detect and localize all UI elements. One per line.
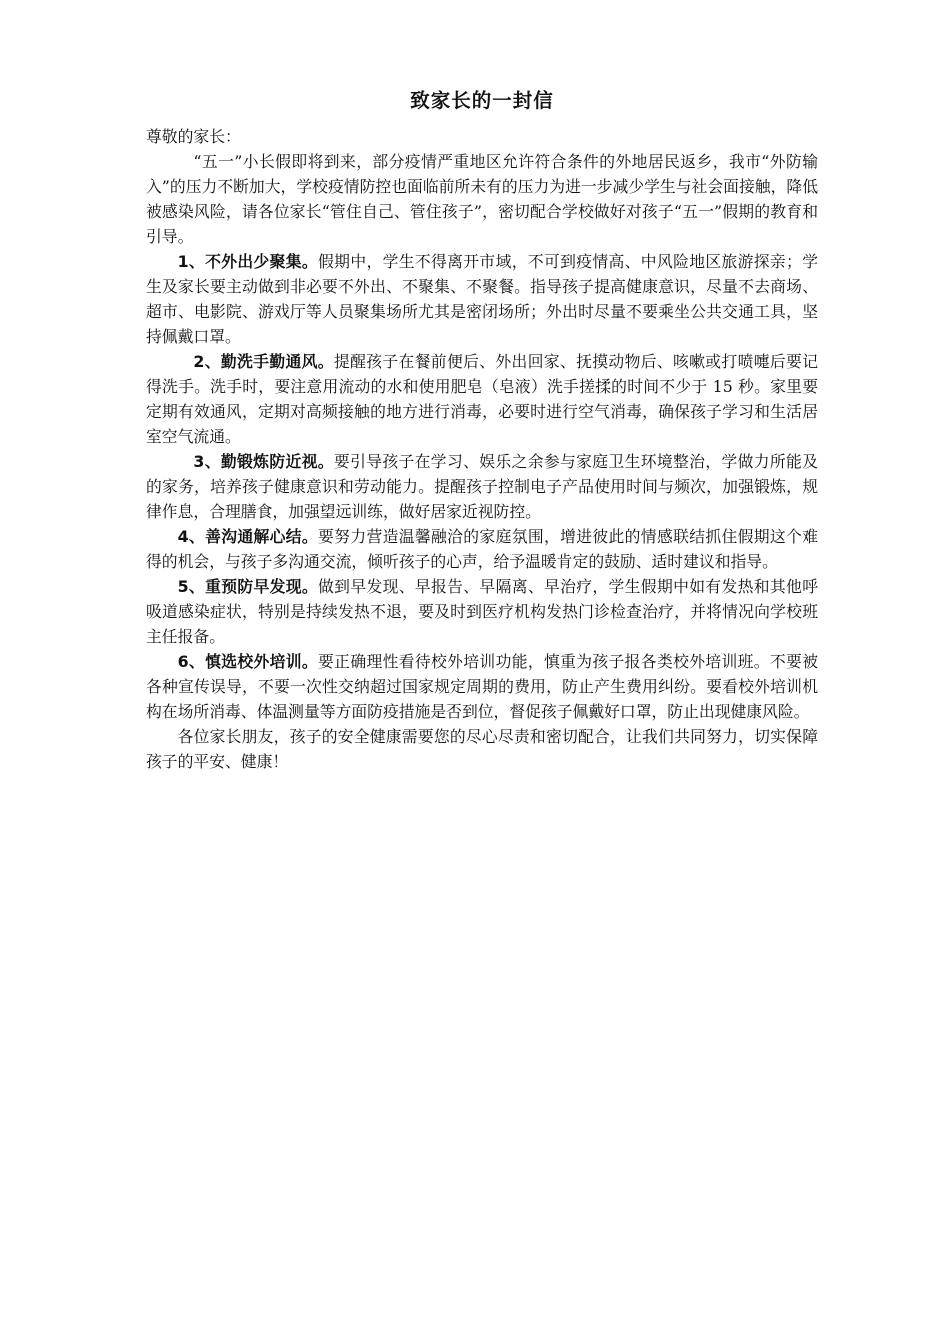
item-body: 提醒孩子在餐前便后、外出回家、抚摸动物后、咳嗽或打喷嚏后要记得洗手。洗手时，要注意用流动的水和使用肥皂（皂液）洗手搓揉的时间不少于 15 秒。家里要定期有效通风，定期对高频接触的地方进行消毒，必要时进行空气消毒，确保孩子学习和生活居室空气流通。 xyxy=(146,352,818,446)
item-body: 要正确理性看待校外培训功能，慎重为孩子报各类校外培训班。不要被各种宣传误导，不要一次性交纳超过国家规定周期的费用，防止产生费用纠纷。要看校外培训机构在场所消毒、体温测量等方面防疫措施是否到位，督促孩子佩戴好口罩，防止出现健康风险。 xyxy=(146,652,818,721)
item-heading: 1、不外出少聚集。 xyxy=(177,252,319,271)
letter-page xyxy=(146,86,818,774)
item-heading: 3、勤锻炼防近视。 xyxy=(193,452,334,471)
item-paragraph-5 xyxy=(146,574,818,649)
item-body: 要引导孩子在学习、娱乐之余参与家庭卫生环境整治，学做力所能及的家务，培养孩子健康意识和劳动能力。提醒孩子控制电子产品使用时间与频次，加强锻炼，规律作息，合理膳食，加强望远训练，做好居家近视防控。 xyxy=(146,452,818,521)
item-heading: 4、善沟通解心结。 xyxy=(177,527,319,546)
item-body: 要努力营造温馨融洽的家庭氛围，增进彼此的情感联结抓住假期这个难得的机会，与孩子多沟通交流，倾听孩子的心声，给予温暖肯定的鼓励、适时建议和指导。 xyxy=(146,527,818,571)
page-title: 致家长的一封信 xyxy=(410,89,554,112)
item-heading: 2、勤洗手勤通风。 xyxy=(193,352,334,371)
item-body: 做到早发现、早报告、早隔离、早治疗，学生假期中如有发热和其他呼吸道感染症状，特别是持续发热不退，要及时到医疗机构发热门诊检查治疗，并将情况向学校班主任报备。 xyxy=(146,577,818,646)
item-body: 假期中，学生不得离开市域，不可到疫情高、中风险地区旅游探亲；学生及家长要主动做到非必要不外出、不聚集、不聚餐。指导孩子提高健康意识，尽量不去商场、超市、电影院、游戏厅等人员聚集场所尤其是密闭场所；外出时尽量不要乘坐公共交通工具，坚持佩戴口罩。 xyxy=(146,252,818,346)
closing-paragraph: 各位家长朋友，孩子的安全健康需要您的尽心尽责和密切配合，让我们共同努力，切实保障孩子的平安、健康！ xyxy=(146,727,818,771)
item-paragraph-6 xyxy=(146,649,818,724)
item-paragraph-4 xyxy=(146,524,818,574)
item-heading: 5、重预防早发现。 xyxy=(177,577,319,596)
item-paragraph-3 xyxy=(146,449,818,524)
item-heading: 6、慎选校外培训。 xyxy=(177,652,319,671)
salutation: 尊敬的家长： xyxy=(146,127,241,146)
item-paragraph-2 xyxy=(146,349,818,449)
intro-paragraph: “五一”小长假即将到来，部分疫情严重地区允许符合条件的外地居民返乡，我市“外防输入”的压力不断加大，学校疫情防控也面临前所未有的压力为进一步减少学生与社会面接触，降低被感染风险，请各位家长“管住自己、管住孩子”，密切配合学校做好对孩子“五一”假期的教育和引导。 xyxy=(146,152,818,246)
item-paragraph-1 xyxy=(146,249,818,349)
